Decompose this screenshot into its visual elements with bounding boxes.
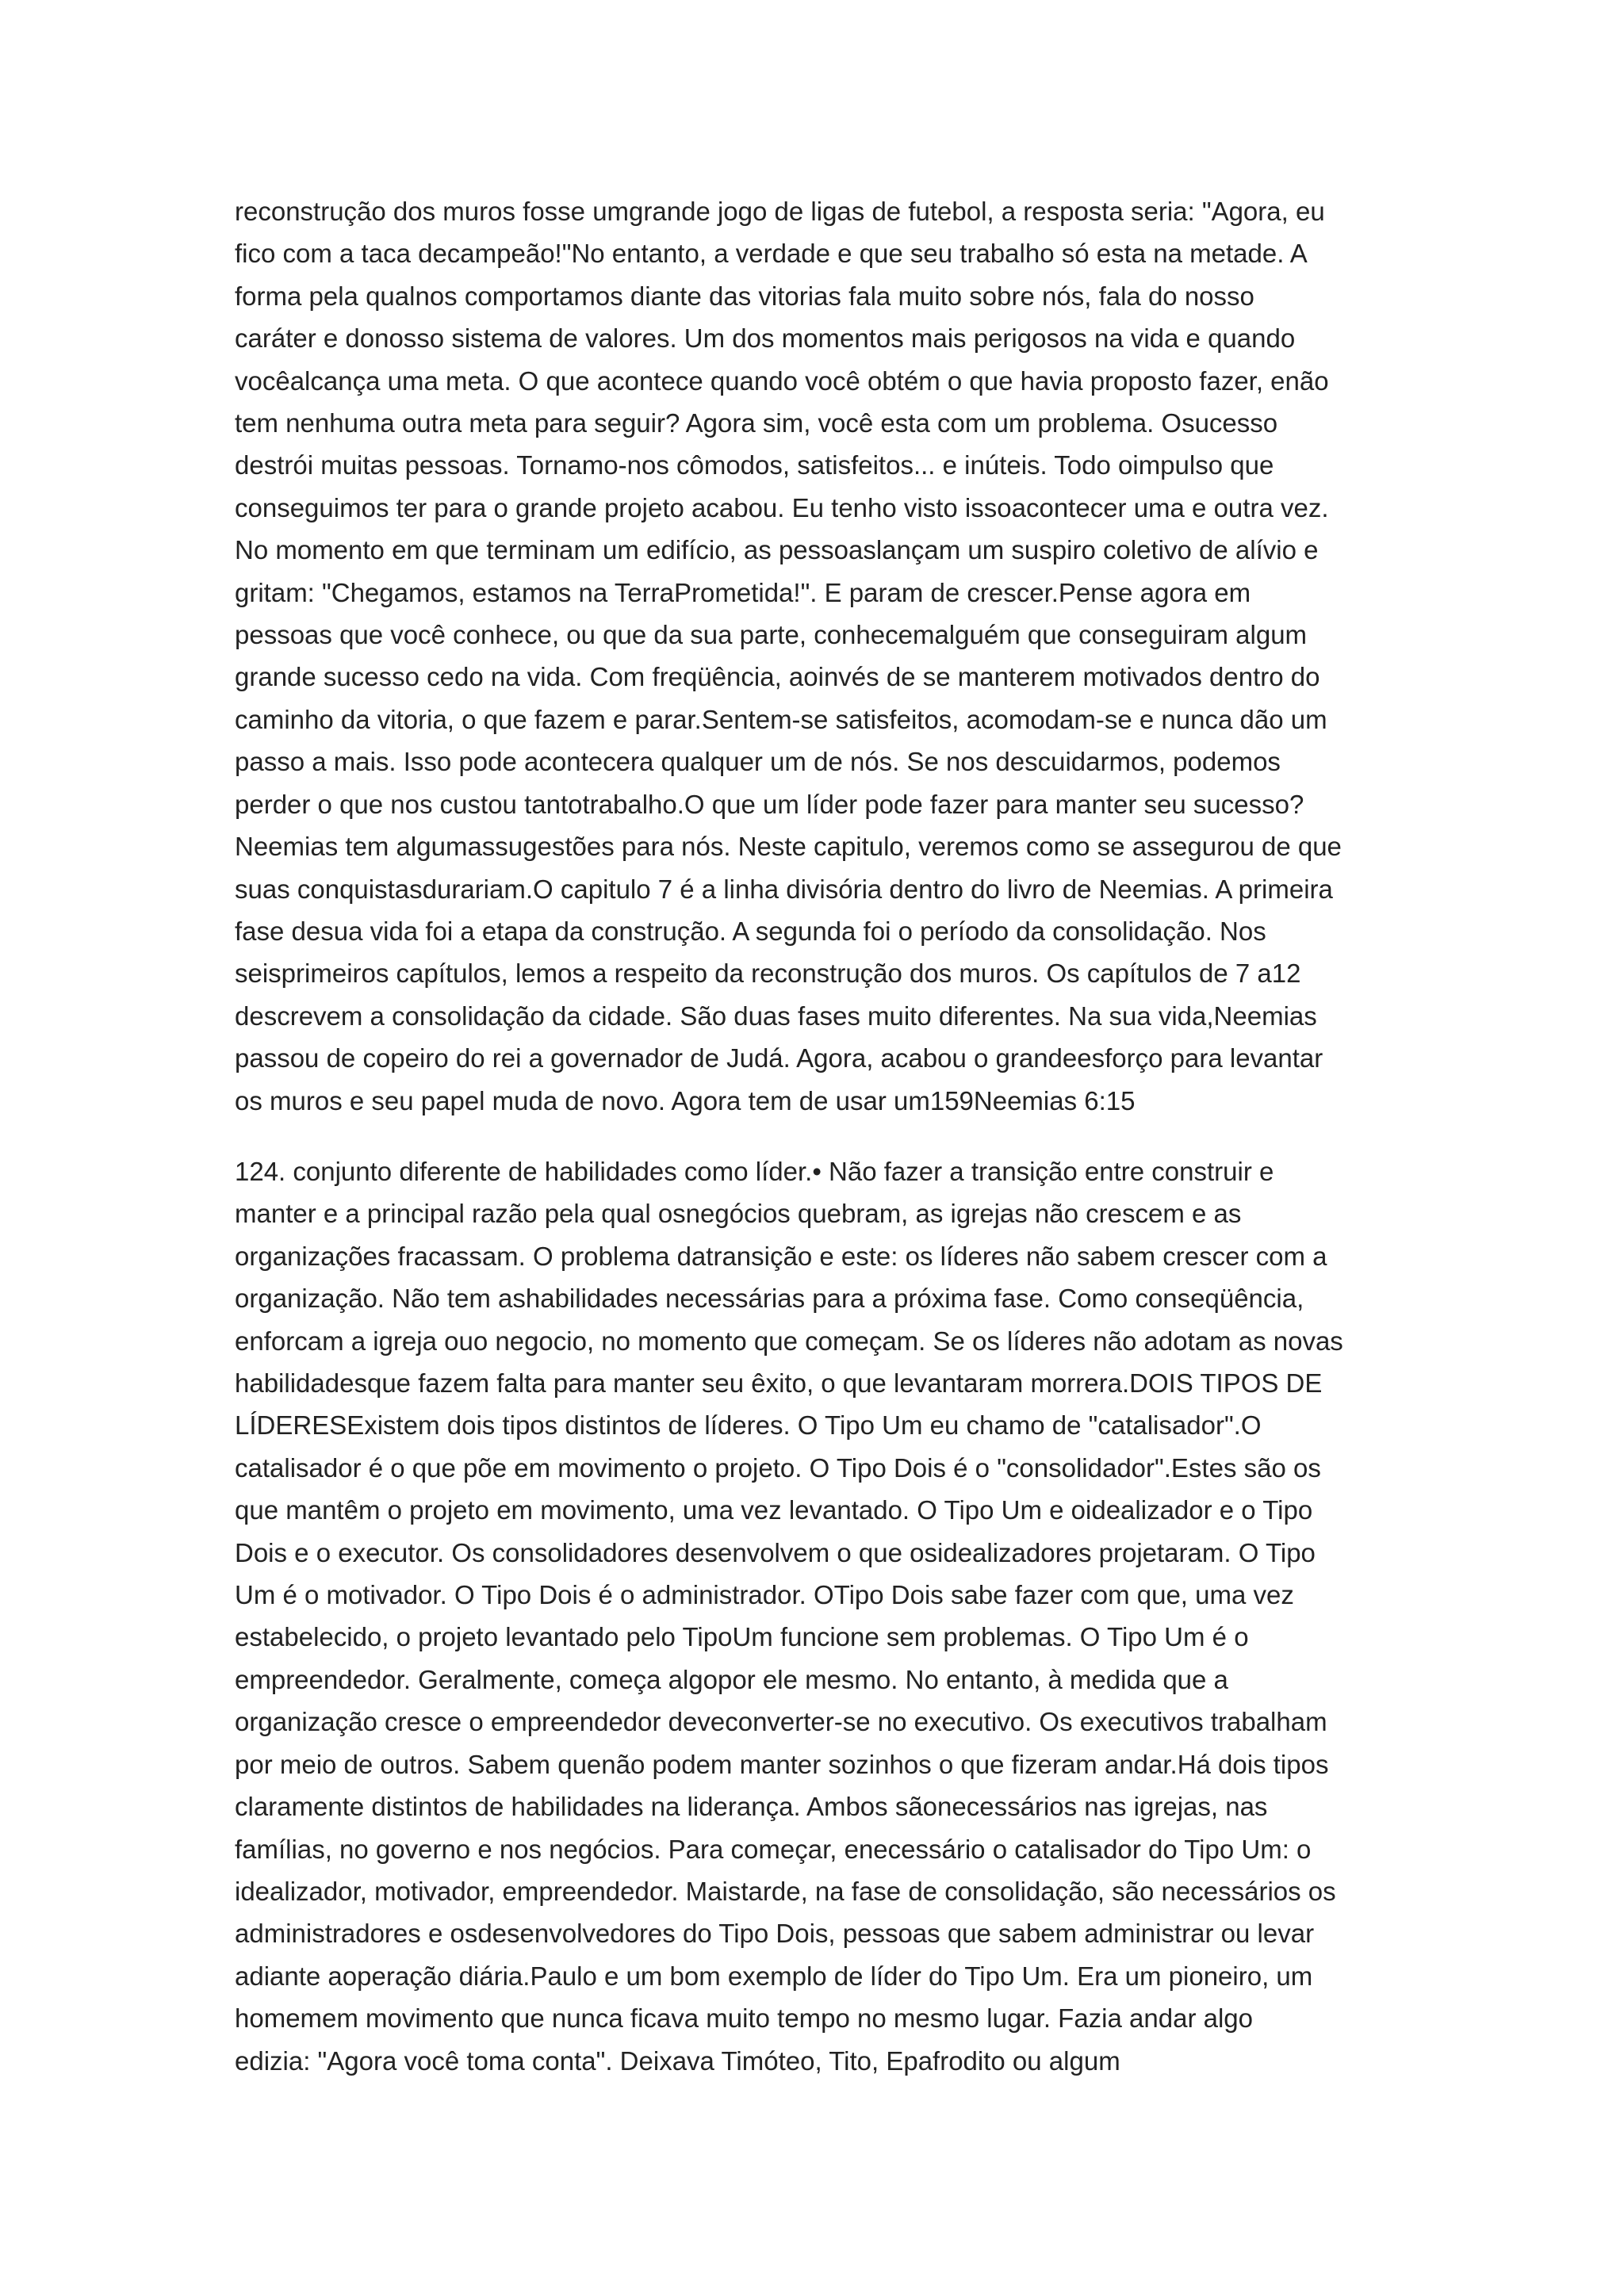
- text-line: gritam: "Chegamos, estamos na TerraPrometida!". E param de crescer.Pense agora em: [235, 577, 1251, 607]
- text-line: LÍDERESExistem dois tipos distintos de líderes. O Tipo Um eu chamo de "catalisador".O: [235, 1410, 1262, 1441]
- text-line: organização cresce o empreendedor deveconverter-se no executivo. Os executivos trabalham: [235, 1707, 1327, 1737]
- text-line: organizações fracassam. O problema datransição e este: os líderes não sabem crescer com a: [235, 1241, 1327, 1271]
- text-line: os muros e seu papel muda de novo. Agora tem de usar um159Neemias 6:15: [235, 1085, 1136, 1115]
- text-line: empreendedor. Geralmente, começa algopor ele mesmo. No entanto, à medida que a: [235, 1664, 1228, 1694]
- text-line: descrevem a consolidação da cidade. São duas fases muito diferentes. Na sua vida,Neemias: [235, 1001, 1317, 1031]
- text-line: que mantêm o projeto em movimento, uma vez levantado. O Tipo Um e oidealizador e o Tipo: [235, 1495, 1313, 1525]
- text-line: forma pela qualnos comportamos diante das vitorias fala muito sobre nós, fala do nosso: [235, 281, 1254, 311]
- text-line: pessoas que você conhece, ou que da sua parte, conhecemalguém que conseguiram algum: [235, 620, 1308, 650]
- text-line: conseguimos ter para o grande projeto acabou. Eu tenho visto issoacontecer uma e outra vez.: [235, 492, 1329, 522]
- text-line: homemem movimento que nunca ficava muito tempo no mesmo lugar. Fazia andar algo: [235, 2003, 1253, 2034]
- text-line: destrói muitas pessoas. Tornamo-nos cômodos, satisfeitos... e inúteis. Todo oimpulso que: [235, 450, 1274, 480]
- text-line: 124. conjunto diferente de habilidades como líder.• Não fazer a transição entre construir e: [235, 1157, 1274, 1186]
- text-line: Dois e o executor. Os consolidadores desenvolvem o que osidealizadores projetaram. O Tipo: [235, 1537, 1316, 1567]
- text-line: habilidadesque fazem falta para manter seu êxito, o que levantaram morrera.DOIS TIPOS DE: [235, 1368, 1323, 1399]
- text-line: caráter e donosso sistema de valores. Um dos momentos mais perigosos na vida e quando: [235, 323, 1296, 354]
- text-line: catalisador é o que põe em movimento o projeto. O Tipo Dois é o "consolidador".Estes são os: [235, 1452, 1321, 1483]
- text-line: tem nenhuma outra meta para seguir? Agora sim, você esta com um problema. Osucesso: [235, 408, 1278, 438]
- text-line: fico com a taca decampeão!"No entanto, a verdade e que seu trabalho só esta na metade. A: [235, 239, 1308, 269]
- text-line: reconstrução dos muros fosse umgrande jogo de ligas de futebol, a resposta seria: "Agora, eu: [235, 197, 1325, 226]
- text-line: caminho da vitoria, o que fazem e parar.Sentem-se satisfeitos, acomodam-se e nunca dão um: [235, 704, 1327, 734]
- text-line: adiante aoperação diária.Paulo e um bom exemplo de líder do Tipo Um. Era um pioneiro, um: [235, 1961, 1313, 1991]
- text-line: Um é o motivador. O Tipo Dois é o administrador. OTipo Dois sabe fazer com que, uma vez: [235, 1580, 1294, 1610]
- text-line: administradores e osdesenvolvedores do Tipo Dois, pessoas que sabem administrar ou levar: [235, 1919, 1315, 1949]
- paragraph-2: [235, 1150, 1400, 2082]
- text-line: passou de copeiro do rei a governador de Judá. Agora, acabou o grandeesforço para levantar: [235, 1043, 1323, 1073]
- text-line: Neemias tem algumassugestões para nós. Neste capitulo, veremos como se assegurou de que: [235, 832, 1342, 862]
- text-line: edizia: "Agora você toma conta". Deixava Timóteo, Tito, Epafrodito ou algum: [235, 2045, 1120, 2076]
- text-line: enforcam a igreja ouo negocio, no momento que começam. Se os líderes não adotam as novas: [235, 1326, 1343, 1356]
- text-line: manter e a principal razão pela qual osnegócios quebram, as igrejas não crescem e as: [235, 1199, 1242, 1229]
- text-line: grande sucesso cedo na vida. Com freqüência, aoinvés de se manterem motivados dentro do: [235, 662, 1320, 692]
- text-line: vocêalcança uma meta. O que acontece quando você obtém o que havia proposto fazer, enão: [235, 365, 1329, 396]
- text-line: idealizador, motivador, empreendedor. Maistarde, na fase de consolidação, são necessários os: [235, 1876, 1336, 1906]
- text-line: organização. Não tem ashabilidades necessárias para a próxima fase. Como conseqüência,: [235, 1284, 1304, 1314]
- text-line: claramente distintos de habilidades na liderança. Ambos sãonecessários nas igrejas, nas: [235, 1792, 1268, 1822]
- text-line: passo a mais. Isso pode acontecera qualquer um de nós. Se nos descuidarmos, podemos: [235, 747, 1281, 777]
- text-line: por meio de outros. Sabem quenão podem manter sozinhos o que fizeram andar.Há dois tipos: [235, 1749, 1329, 1779]
- text-line: fase desua vida foi a etapa da construção. A segunda foi o período da consolidação. Nos: [235, 916, 1266, 946]
- text-line: estabelecido, o projeto levantado pelo TipoUm funcione sem problemas. O Tipo Um é o: [235, 1622, 1249, 1652]
- text-line: seisprimeiros capítulos, lemos a respeito da reconstrução dos muros. Os capítulos de 7 a12: [235, 959, 1301, 989]
- text-line: suas conquistasdurariam.O capitulo 7 é a linha divisória dentro do livro de Neemias. A primeira: [235, 874, 1333, 904]
- text-line: famílias, no governo e nos negócios. Para começar, enecessário o catalisador do Tipo Um: o: [235, 1834, 1312, 1864]
- text-line: perder o que nos custou tantotrabalho.O que um líder pode fazer para manter seu sucesso?: [235, 789, 1304, 819]
- text-line: No momento em que terminam um edifício, as pessoaslançam um suspiro coletivo de alívio e: [235, 535, 1319, 565]
- paragraph-1: [235, 190, 1400, 1122]
